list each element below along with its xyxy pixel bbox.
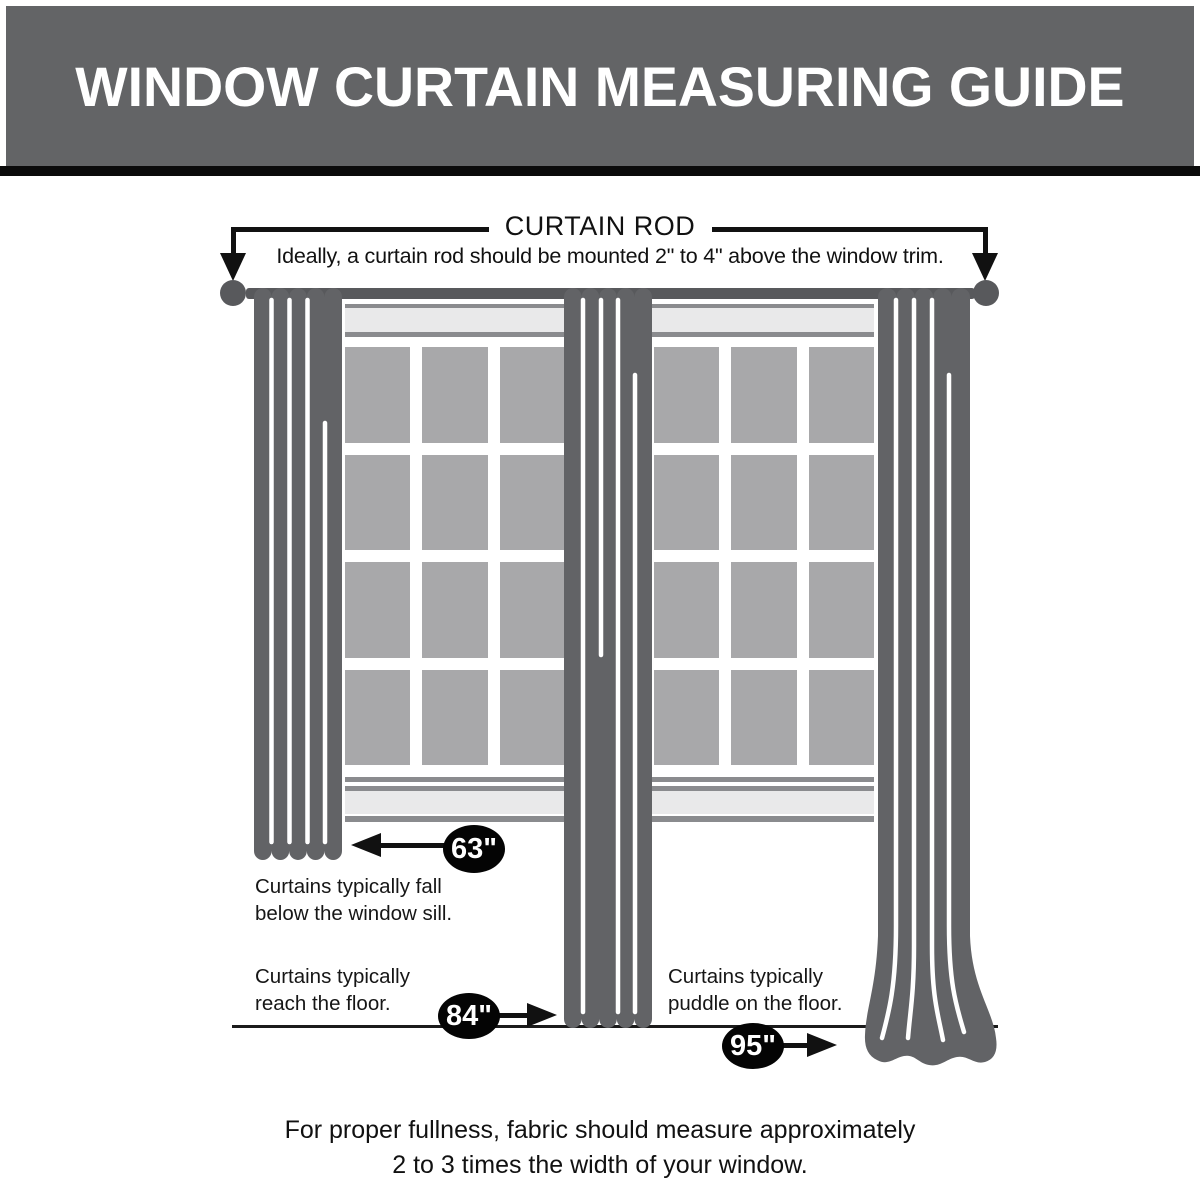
badge-value: 63": [450, 832, 497, 865]
left-arrow-icon: [351, 833, 381, 857]
window: [345, 304, 874, 822]
header: [6, 6, 1194, 166]
curtain-fold-lines: [882, 300, 964, 1040]
window-pane: [422, 347, 487, 443]
puddle-floor-note: Curtains typically puddle on the floor.: [668, 965, 843, 1015]
floor-line: [232, 1025, 998, 1028]
measure-line-84: [497, 1013, 529, 1018]
measure-line-95: [781, 1043, 809, 1048]
curtain-rod: [246, 288, 975, 299]
window-trim-top-band: [345, 308, 874, 332]
bracket-line-left: [231, 227, 489, 232]
window-pane: [731, 562, 796, 658]
below-sill-note: Curtains typically fall below the window sill.: [255, 875, 453, 925]
badge-value: 84": [445, 999, 492, 1032]
page-title: WINDOW CURTAIN MEASURING GUIDE: [75, 54, 1125, 118]
window-pane: [809, 455, 874, 551]
rod-finial-left: [220, 280, 246, 306]
measurement-badge-84: [438, 993, 500, 1039]
window-sill-band: [345, 791, 874, 814]
curtain-fold-lines: [272, 300, 326, 842]
window-pane: [809, 670, 874, 766]
window-pane: [654, 670, 719, 766]
curtain-panel-63: [254, 286, 342, 862]
window-pane: [654, 347, 719, 443]
window-sill-line: [345, 777, 874, 782]
window-pane: [731, 455, 796, 551]
window-trim-top-line: [345, 332, 874, 337]
right-arrow-icon: [527, 1003, 557, 1027]
bracket-line-right: [712, 227, 988, 232]
window-pane: [731, 670, 796, 766]
window-pane: [577, 562, 642, 658]
window-pane: [577, 455, 642, 551]
window-pane: [500, 562, 565, 658]
window-pane: [345, 562, 410, 658]
curtain-rod-label: CURTAIN ROD: [504, 211, 696, 241]
window-pane: [500, 670, 565, 766]
window-pane: [654, 455, 719, 551]
window-pane-grid: [345, 347, 874, 765]
fullness-note: For proper fullness, fabric should measure approximately 2 to 3 times the width of your window.: [284, 1116, 916, 1179]
window-pane: [577, 670, 642, 766]
measurement-badge-95: [722, 1023, 784, 1069]
window-pane: [577, 347, 642, 443]
window-pane: [500, 347, 565, 443]
badge-value: 95": [729, 1029, 776, 1062]
window-pane: [345, 670, 410, 766]
reach-floor-note: Curtains typically reach the floor.: [255, 965, 410, 1015]
window-pane: [422, 562, 487, 658]
window-pane: [809, 347, 874, 443]
window-pane: [654, 562, 719, 658]
window-pane: [422, 455, 487, 551]
header-divider: [0, 166, 1200, 176]
window-pane: [731, 347, 796, 443]
measure-line-63: [378, 843, 446, 848]
rod-finial-right: [973, 280, 999, 306]
rod-mounting-note: Ideally, a curtain rod should be mounted 2" to 4" above the window trim.: [276, 244, 944, 268]
right-arrow-icon: [807, 1033, 837, 1057]
window-pane: [500, 455, 565, 551]
window-pane: [345, 455, 410, 551]
window-pane: [809, 562, 874, 658]
measurement-badge-63: [443, 825, 505, 873]
window-pane: [345, 347, 410, 443]
window-sill-line: [345, 816, 874, 822]
window-pane: [422, 670, 487, 766]
